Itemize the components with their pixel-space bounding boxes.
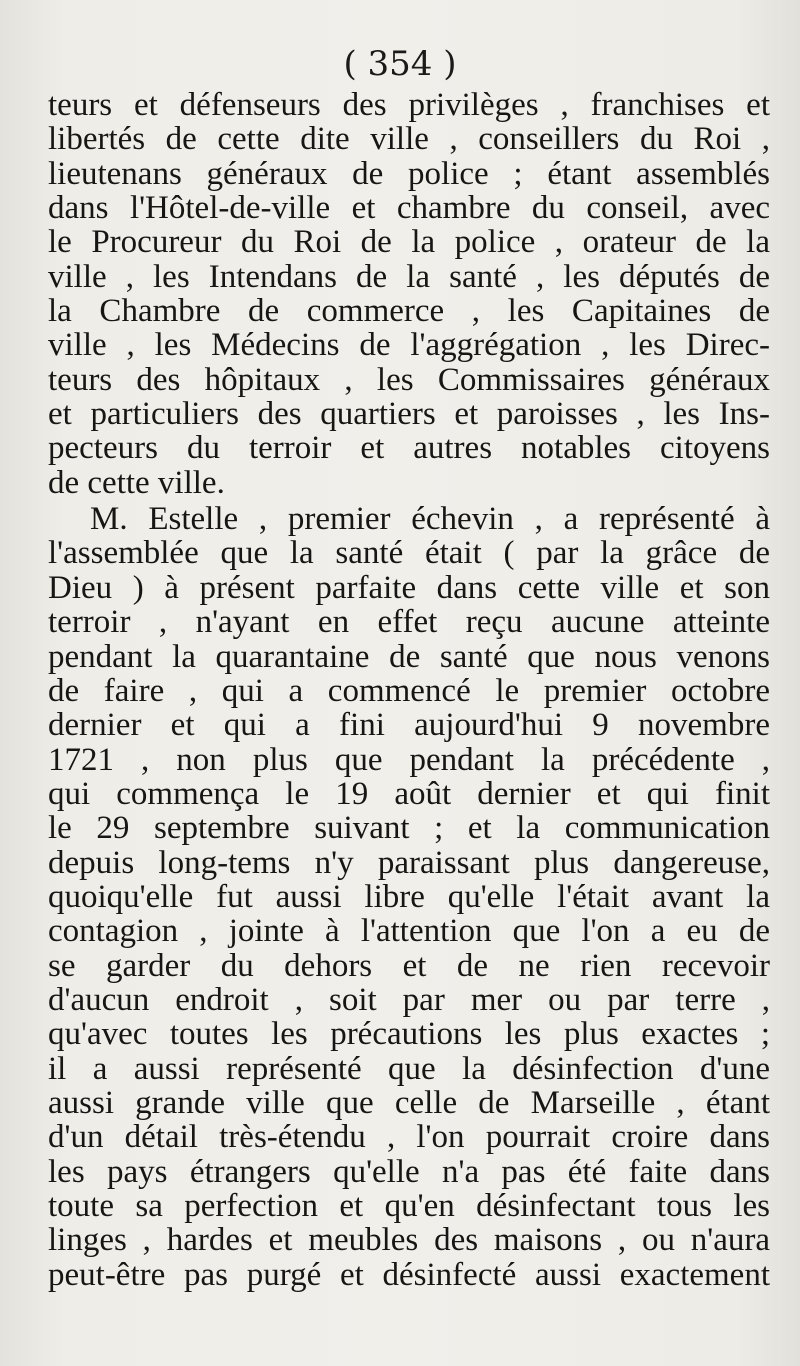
text-line: Dieu ) à présent parfaite dans cette ville et son [48,570,770,606]
text-line: dernier et qui a fini aujourd'hui 9 novembre [48,708,770,743]
text-line: se garder du dehors et de ne rien recevoir [48,948,770,983]
body-text [48,88,770,1292]
text-line: il a aussi représenté que la désinfection d'une [48,1051,770,1086]
text-line: la Chambre de commerce , les Capitaines de [48,294,770,329]
text-line: pecteurs du terroir et autres notables citoyens [48,431,770,466]
text-line: linges , hardes et meubles des maisons , ou n'aura [48,1223,770,1258]
text-line: les pays étrangers qu'elle n'a pas été faite dans [48,1154,770,1189]
text-line: lieutenans généraux de police ; étant assemblés [48,156,770,192]
text-line: pendant la quarantaine de santé que nous venons [48,639,770,674]
text-line: de faire , qui a commencé le premier octobre [48,673,770,709]
text-line: 1721 , non plus que pendant la précédente , [48,742,770,777]
text-line: contagion , jointe à l'attention que l'on a eu de [48,914,770,949]
text-line: d'aucun endroit , soit par mer ou par terre , [48,982,770,1018]
text-line: l'assemblée que la santé était ( par la grâce de [48,536,770,571]
page-number: ( 354 ) [343,44,457,84]
text-line: depuis long-tems n'y paraissant plus dangereuse, [48,845,770,880]
text-line: et particuliers des quartiers et paroisses , les Ins- [48,397,770,432]
text-line: libertés de cette dite ville , conseillers du Roi , [48,122,770,157]
text-line: terroir , n'ayant en effet reçu aucune atteinte [48,605,770,640]
text-line: aussi grande ville que celle de Marseille , étant [48,1085,770,1121]
text-line: le Procureur du Roi de la police , orateur de la [48,225,770,260]
text-line: teurs et défenseurs des privilèges , franchises et [48,88,770,123]
paragraph-start-line: M. Estelle , premier échevin , a représenté à [90,502,770,537]
text-line: ville , les Intendans de la santé , les députés de [48,259,770,295]
text-line: dans l'Hôtel-de-ville et chambre du conseil, avec [48,191,770,226]
text-line: quoiqu'elle fut aussi libre qu'elle l'était avant la [48,879,770,915]
text-line: qui commença le 19 août dernier et qui finit [48,776,770,812]
text-line: teurs des hôpitaux , les Commissaires généraux [48,362,770,398]
paragraph-end-line: de cette ville. [48,465,225,501]
text-line: le 29 septembre suivant ; et la communication [48,811,770,846]
text-line: qu'avec toutes les précautions les plus exactes ; [48,1017,770,1052]
text-line: ville , les Médecins de l'aggrégation , les Direc- [48,328,770,363]
text-line: toute sa perfection et qu'en désinfectant tous les [48,1189,770,1224]
text-line: peut-être pas purgé et désinfecté aussi exactement [48,1257,770,1293]
text-line: d'un détail très-étendu , l'on pourrait croire dans [48,1120,770,1155]
